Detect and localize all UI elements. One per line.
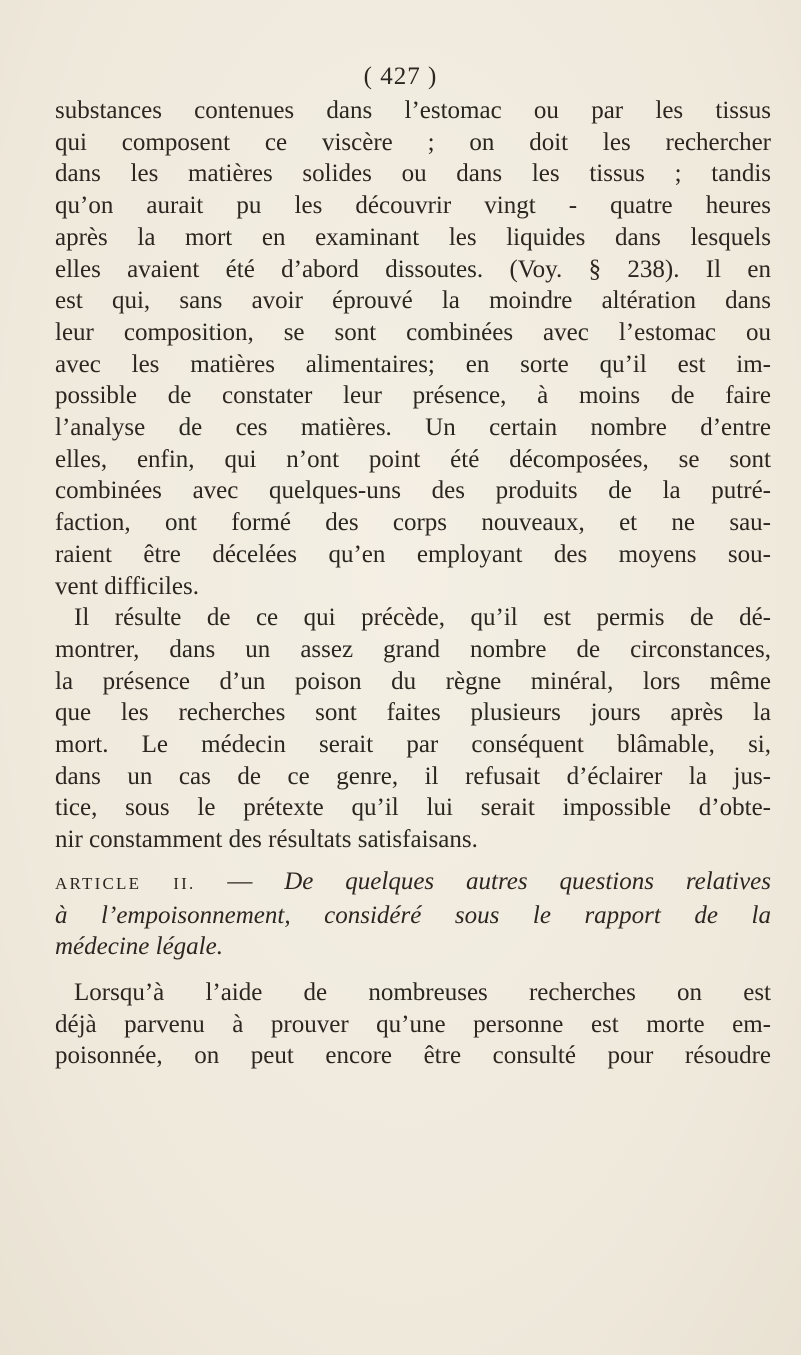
- text-line: dans les matières solides ou dans les tissus ; tandis: [55, 160, 771, 188]
- text-line: raient être décelées qu’en employant des moyens sou-: [55, 540, 771, 568]
- text-line: Lorsqu’à l’aide de nombreuses recherches on est: [74, 978, 771, 1006]
- text-line: la présence d’un poison du règne minéral, lors même: [55, 667, 771, 695]
- article-title-part: De quelques autres questions relatives: [284, 867, 772, 895]
- text-line: poisonnée, on peut encore être consulté pour résoudre: [55, 1042, 771, 1070]
- article-title-part: à l’empoisonnement, considéré sous le rapport de la: [55, 901, 771, 929]
- text-line: Il résulte de ce qui précède, qu’il est permis de dé-: [74, 604, 771, 632]
- paragraph-3: [55, 977, 771, 1072]
- text-line: possible de constater leur présence, à moins de faire: [55, 382, 771, 410]
- text-line: mort. Le médecin serait par conséquent blâmable, si,: [55, 731, 771, 759]
- paragraph-1: [55, 95, 771, 602]
- text-line: substances contenues dans l’estomac ou par les tissus: [55, 97, 771, 124]
- text-line: avec les matières alimentaires; en sorte qu’il est im-: [55, 350, 771, 378]
- text-line: déjà parvenu à prouver qu’une personne est morte em-: [55, 1010, 771, 1038]
- text-line: est qui, sans avoir éprouvé la moindre altération dans: [55, 287, 771, 315]
- text-line: elles avaient été d’abord dissoutes. (Voy. § 238). Il en: [55, 255, 771, 283]
- text-line: que les recherches sont faites plusieurs jours après la: [55, 699, 771, 727]
- text-line: qu’on aurait pu les découvrir vingt - quatre heures: [55, 192, 771, 220]
- text-line: faction, ont formé des corps nouveaux, et ne sau-: [55, 509, 771, 537]
- spacer: [55, 856, 771, 866]
- spacer: [55, 963, 771, 977]
- article-title-part: médecine légale.: [55, 933, 223, 961]
- text-line: dans un cas de ce genre, il refusait d’éclairer la jus-: [55, 762, 771, 790]
- paragraph-2: [55, 602, 771, 856]
- text-line: nir constamment des résultats satisfaisans.: [55, 826, 478, 854]
- text-line: combinées avec quelques-uns des produits de la putré-: [55, 477, 771, 505]
- article-heading-line: [55, 866, 771, 900]
- body-text: [55, 95, 771, 1072]
- page-number: ( 427 ): [363, 63, 438, 90]
- text-line: leur composition, se sont combinées avec l’estomac ou: [55, 318, 771, 346]
- article-heading: [55, 866, 771, 963]
- article-label: ARTICLE II.: [55, 873, 196, 893]
- text-line: elles, enfin, qui n’ont point été décomposées, se sont: [55, 445, 771, 473]
- text-line: l’analyse de ces matières. Un certain nombre d’entre: [55, 414, 771, 442]
- text-line: vent difficiles.: [55, 572, 199, 600]
- text-line: tice, sous le prétexte qu’il lui serait impossible d’obte-: [55, 794, 771, 822]
- text-line: qui composent ce viscère ; on doit les rechercher: [55, 128, 771, 156]
- article-dash: —: [227, 867, 253, 895]
- text-line: après la mort en examinant les liquides dans lesquels: [55, 223, 771, 251]
- text-line: montrer, dans un assez grand nombre de circonstances,: [55, 635, 771, 663]
